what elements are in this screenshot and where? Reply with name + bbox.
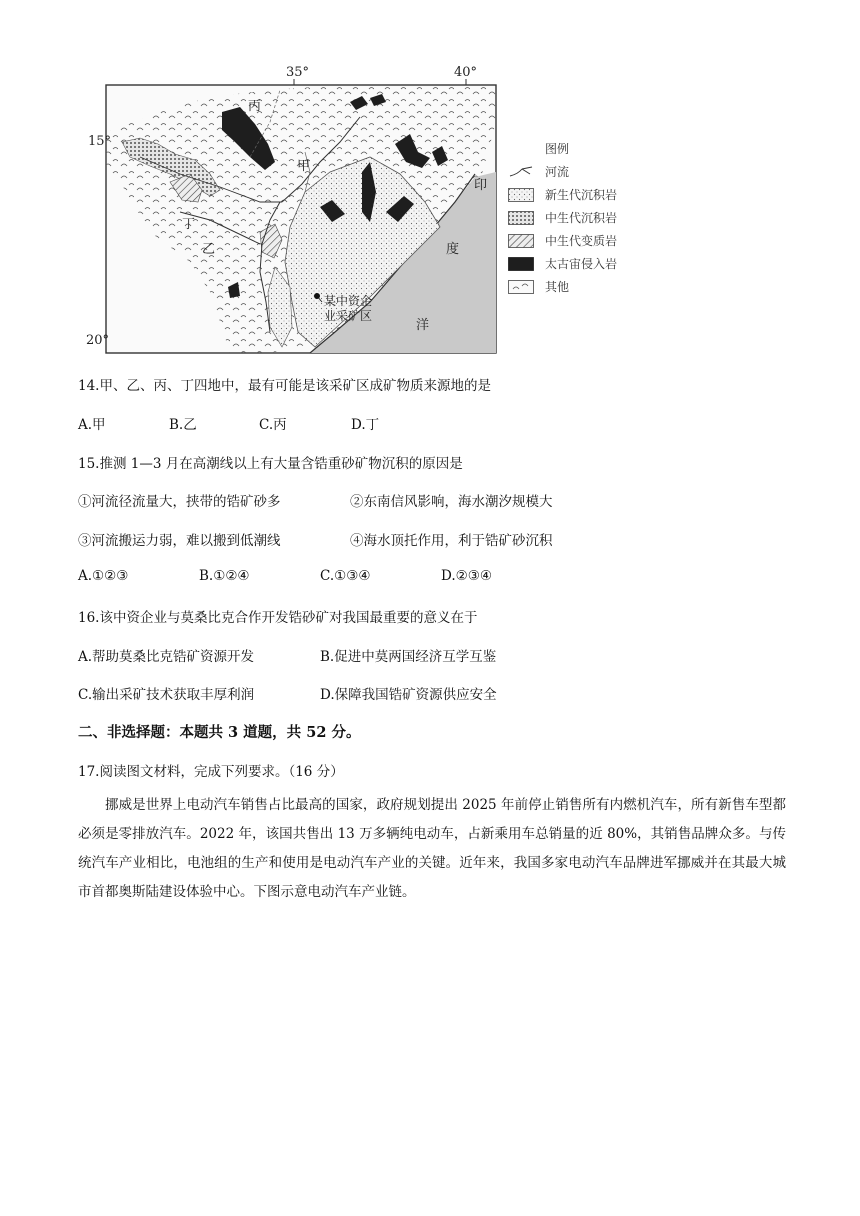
ocean-label-1: 印 (474, 178, 488, 193)
question-16-option-b[interactable]: B.促进中莫两国经济互学互鉴 (320, 649, 497, 665)
legend-item-mesozoic-sed (508, 206, 628, 229)
question-16-option-d[interactable]: D.保障我国锆矿资源供应安全 (320, 687, 497, 703)
question-15-statement-1: ①河流径流量大，挟带的锆矿砂多 (78, 494, 281, 510)
question-17-material: 挪威是世界上电动汽车销售占比最高的国家，政府规划提出 2025 年前停止销售所有内燃机汽车，所有新售车型都必须是零排放汽车。2022 年，该国共售出 13 万多辆纯电动车，占新乘用车总销量的近 80%，其销售品牌众多。与传统汽车产业相比，电池组的生产和使用是电动汽车产业的关键。近年来，我国多家电动汽车品牌进军挪威并在其最大城市首都奥斯陆建设体验中心。下图示意电动汽车产业链。 (78, 797, 786, 900)
legend-text-mesozoic-sed: 中生代沉积岩 (545, 211, 618, 225)
question-16-option-a[interactable]: A.帮助莫桑比克锆矿资源开发 (78, 649, 255, 665)
place-label-yi: 乙 (202, 242, 216, 257)
question-15-option-a[interactable]: A.①②③ (78, 568, 129, 584)
question-15-option-c[interactable]: C.①③④ (320, 568, 371, 584)
legend-text-cenozoic: 新生代沉积岩 (545, 188, 618, 202)
ocean-label-2: 度 (446, 242, 460, 257)
question-14-option-a[interactable]: A.甲 (78, 417, 106, 433)
archaean-intrusive-symbol-icon (508, 257, 534, 271)
mine-label-2: 业采矿区 (324, 309, 373, 323)
lat-label-15: 15° (88, 134, 112, 149)
place-label-bing: 丙 (248, 99, 262, 114)
question-15-statement-2: ②东南信风影响，海水潮汐规模大 (350, 494, 553, 510)
mesozoic-sediment-symbol-icon (508, 211, 534, 225)
question-15-option-d[interactable]: D.②③④ (441, 568, 492, 584)
lat-label-20: 20° (86, 333, 110, 348)
question-17-stem: 17.阅读图文材料，完成下列要求。（16 分） (78, 764, 344, 780)
question-14-option-c[interactable]: C.丙 (259, 417, 287, 433)
place-label-ding: 丁 (182, 217, 196, 232)
legend-text-other: 其他 (545, 280, 570, 294)
legend-item-river (508, 160, 628, 183)
question-14-option-d[interactable]: D.丁 (351, 417, 380, 433)
question-15-option-b[interactable]: B.①②④ (199, 568, 250, 584)
legend-item-mesozoic-meta (508, 229, 628, 252)
question-14-option-b[interactable]: B.乙 (169, 417, 197, 433)
legend-title: 图例 (545, 142, 570, 156)
ocean-label-3: 洋 (416, 318, 430, 333)
question-15-statement-3: ③河流搬运力弱，难以搬到低潮线 (78, 533, 281, 549)
legend-item-archaean (508, 252, 628, 275)
legend-text-archaean: 太古宙侵入岩 (545, 257, 618, 271)
legend-text-river: 河流 (545, 165, 570, 179)
question-16-option-c[interactable]: C.输出采矿技术获取丰厚利润 (78, 687, 255, 703)
cenozoic-symbol-icon (508, 188, 534, 202)
lon-label-35: 35° (286, 65, 310, 80)
question-14-stem: 14.甲、乙、丙、丁四地中，最有可能是该采矿区成矿物质来源地的是 (78, 378, 491, 394)
mesozoic-metamorphic-symbol-icon (508, 234, 534, 248)
legend-text-mesozoic-meta: 中生代变质岩 (545, 234, 618, 248)
question-15-stem: 15.推测 1—3 月在高潮线以上有大量含锆重砂矿物沉积的原因是 (78, 456, 463, 472)
legend-item-cenozoic (508, 183, 628, 206)
map-legend (508, 140, 628, 298)
legend-item-other (508, 275, 628, 298)
section-2-title: 二、非选择题：本题共 3 道题，共 52 分。 (78, 724, 361, 741)
mine-label-1: 某中资企 (324, 294, 373, 308)
lon-label-40: 40° (454, 65, 478, 80)
question-15-statement-4: ④海水顶托作用，利于锆矿砂沉积 (350, 533, 553, 549)
question-16-stem: 16.该中资企业与莫桑比克合作开发锆砂矿对我国最重要的意义在于 (78, 610, 478, 626)
other-rock-symbol-icon (508, 280, 534, 294)
river-symbol-icon (508, 165, 534, 179)
place-label-jia: 甲 (297, 159, 311, 174)
